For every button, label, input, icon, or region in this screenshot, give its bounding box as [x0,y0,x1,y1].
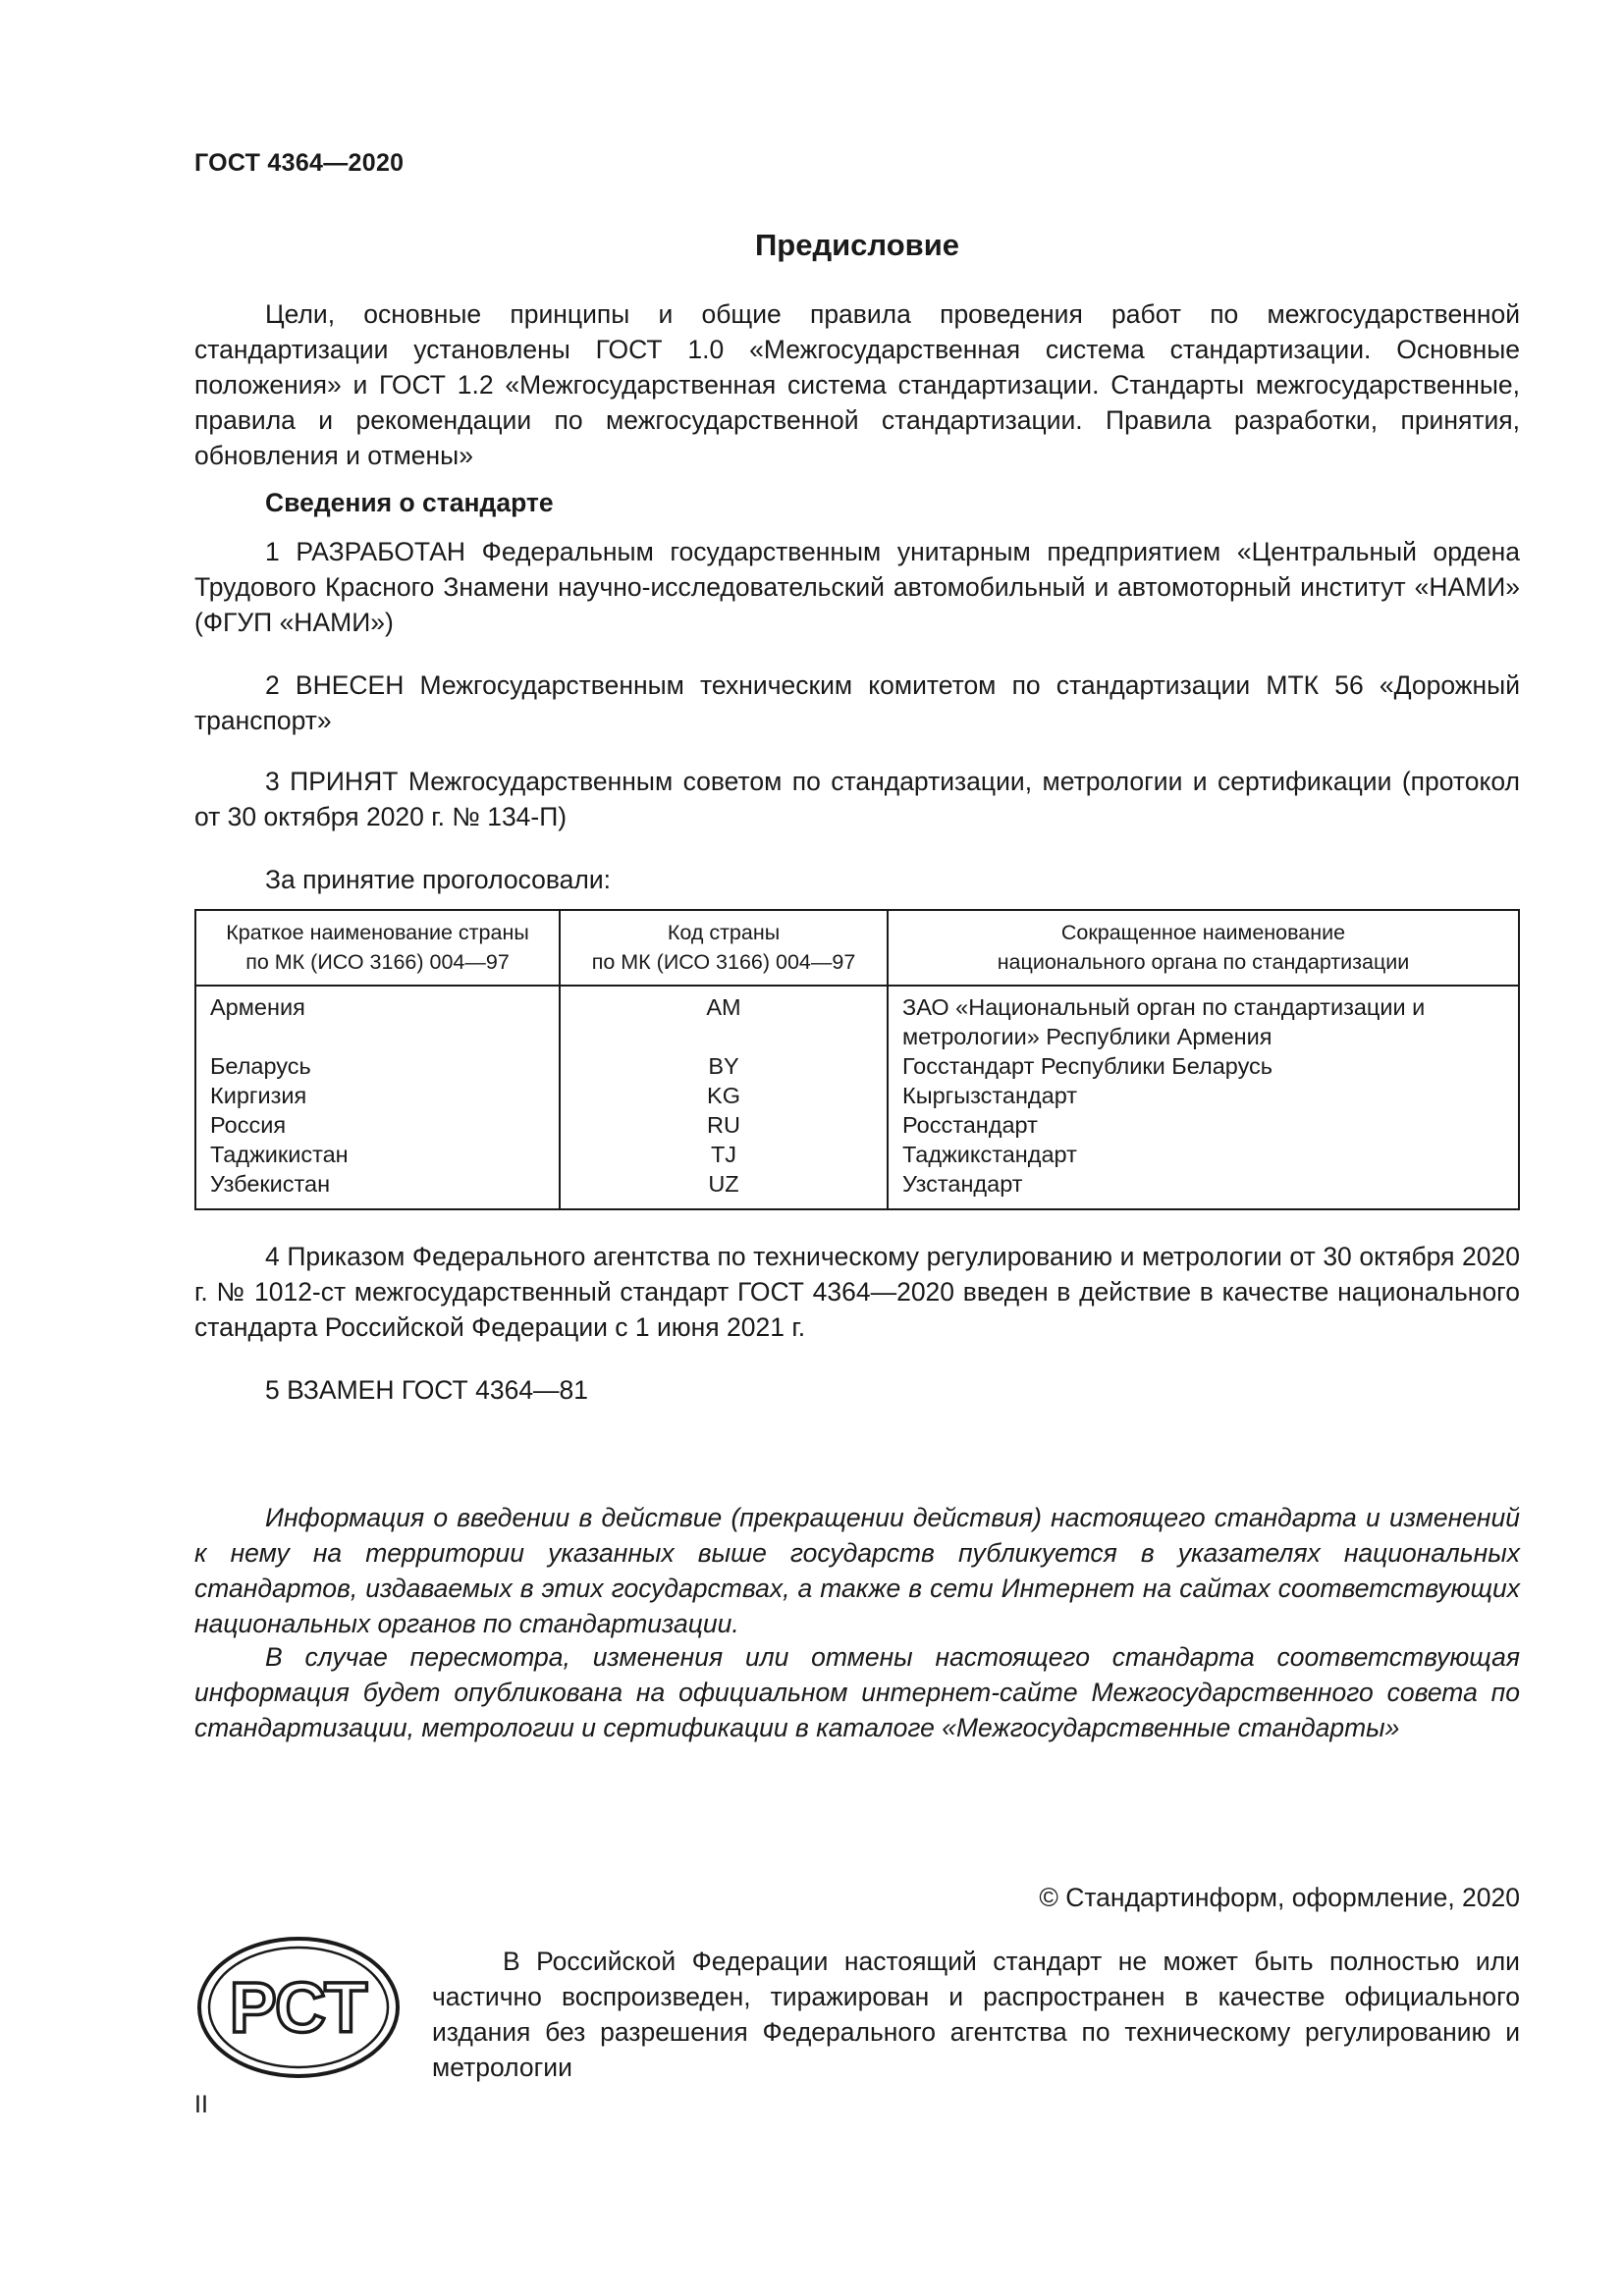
notice-paragraph-publication: Информация о введении в действие (прекращении действия) настоящего стандарта и изменений к нему на территории указанных выше государств публикуется в указателях национальных стандартов, издаваемых в этих государствах, а также в сети Интернет на сайтах соответствующих национальных органов по стандартизации. [194,1503,1520,1638]
header-code: Код страны по МК (ИСО 3166) 004—97 [560,910,888,986]
table-row [195,986,1519,1051]
body-cell: Таджикстандарт [888,1140,1519,1169]
header-national-body: Сокращенное наименование национального органа по стандартизации [888,910,1519,986]
rst-certification-mark-icon [196,1936,401,2079]
document-code: ГОСТ 4364—2020 [194,149,405,177]
item-introduced: 2 ВНЕСЕН Межгосударственным техническим комитетом по стандартизации МТК 56 «Дорожный транспорт» [194,670,1520,735]
logo-text: РСТ [229,1969,368,2048]
vote-label: За принятие проголосовали: [265,865,612,894]
country-cell: Россия [195,1110,560,1140]
table-row [195,1169,1519,1209]
table-header-row [195,910,1519,986]
item-order: 4 Приказом Федерального агентства по техническому регулированию и метрологии от 30 октября 2020 г. № 1012-ст межгосударственный стандарт ГОСТ 4364—2020 введен в действие в качестве национального стандарта Российской Федерации с 1 июня 2021 г. [194,1242,1520,1342]
code-cell: RU [560,1110,888,1140]
page-number: II [194,2091,208,2118]
body-cell: Госстандарт Республики Беларусь [888,1051,1519,1081]
country-cell: Узбекистан [195,1169,560,1209]
item-developed: 1 РАЗРАБОТАН Федеральным государственным унитарным предприятием «Центральный ордена Трудового Красного Знамени научно-исследовательский автомобильный и автомоторный институт «НАМИ» (ФГУП «НАМИ») [194,537,1520,637]
code-cell: KG [560,1081,888,1110]
header-country: Краткое наименование страны по МК (ИСО 3166) 004—97 [195,910,560,986]
item-replaces: 5 ВЗАМЕН ГОСТ 4364—81 [265,1375,589,1405]
table-row [195,1051,1519,1081]
country-cell: Киргизия [195,1081,560,1110]
table-row [195,1081,1519,1110]
notice-paragraph-revision: В случае пересмотра, изменения или отмены настоящего стандарта соответствующая информация будет опубликована на официальном интернет-сайте Межгосударственного совета по стандартизации, метрологии и сертификации в каталоге «Межгосударственные стандарты» [194,1642,1520,1742]
code-cell: UZ [560,1169,888,1209]
country-cell: Армения [195,986,560,1051]
standard-info-heading: Сведения о стандарте [265,488,554,517]
body-cell: Кыргызстандарт [888,1081,1519,1110]
body-cell: ЗАО «Национальный орган по стандартизации и метрологии» Республики Армения [888,986,1519,1051]
code-cell: BY [560,1051,888,1081]
country-cell: Таджикистан [195,1140,560,1169]
intro-paragraph: Цели, основные принципы и общие правила проведения работ по межгосударственной стандартизации установлены ГОСТ 1.0 «Межгосударственная система стандартизации. Основные положения» и ГОСТ 1.2 «Межгосударственная система стандартизации. Стандарты межгосударственные, правила и рекомендации по межгосударственной стандартизации. Правила разработки, принятия, обновления и отмены» [194,299,1520,470]
body-cell: Росстандарт [888,1110,1519,1140]
rights-notice: В Российской Федерации настоящий стандарт не может быть полностью или частично воспроизведен, тиражирован и распространен в качестве официального издания без разрешения Федерального агентства по техническому регулированию и метрологии [432,1947,1520,2082]
item-adopted: 3 ПРИНЯТ Межгосударственным советом по стандартизации, метрологии и сертификации (протокол от 30 октября 2020 г. № 134-П) [194,767,1520,831]
page-title: Предисловие [754,228,959,262]
code-cell: TJ [560,1140,888,1169]
copyright-notice: © Стандартинформ, оформление, 2020 [1039,1883,1520,1912]
vote-table [194,909,1520,1210]
country-cell: Беларусь [195,1051,560,1081]
table-row [195,1140,1519,1169]
body-cell: Узстандарт [888,1169,1519,1209]
table-row [195,1110,1519,1140]
code-cell: AM [560,986,888,1051]
